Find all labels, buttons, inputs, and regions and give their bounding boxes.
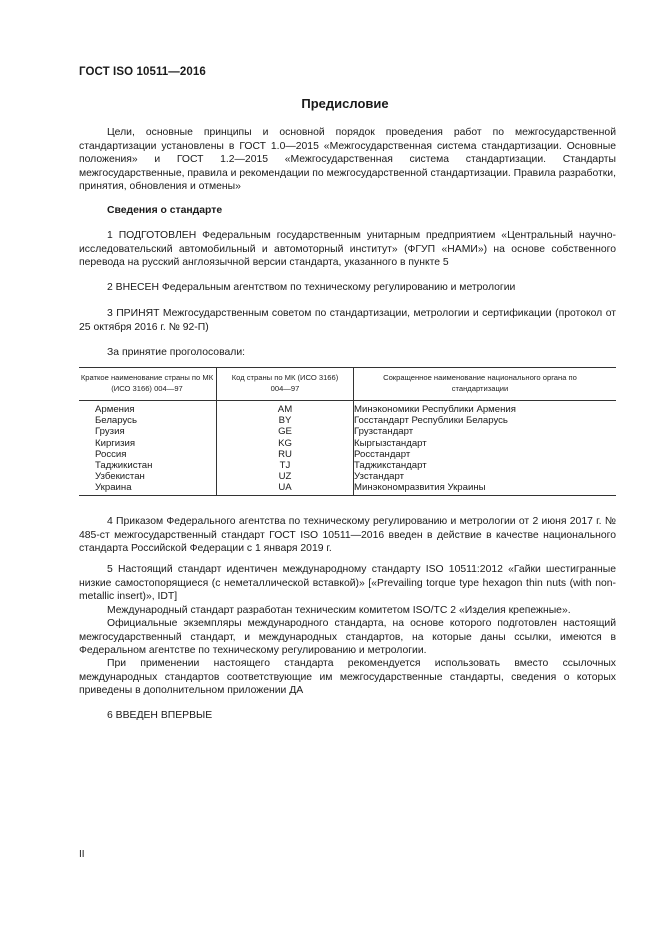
item-5-application: При применении настоящего стандарта рекомендуется использовать вместо ссылочных международных стандартов соответствующие им межгосударственные стандарты, сведения о которых приведены в дополнительном приложении ДА	[79, 658, 616, 697]
item-2-paragraph: 2 ВНЕСЕН Федеральным агентством по техническому регулированию и метрологии	[107, 282, 516, 293]
cell-country: Армения	[95, 404, 135, 415]
cell-country: Грузия	[95, 426, 125, 438]
cell-code: GE	[278, 426, 292, 438]
section-heading: Сведения о стандарте	[107, 205, 223, 216]
table-row	[79, 449, 616, 460]
header-body: Сокращенное наименование национального органа по стандартизации	[383, 373, 577, 393]
cell-code: UA	[278, 482, 292, 494]
document-header: ГОСТ ISO 10511—2016	[79, 66, 206, 78]
item-4-paragraph: 4 Приказом Федерального агентства по техническому регулированию и метрологии от 2 июня 2017 г. № 485-ст межгосударственный стандарт ГОСТ ISO 10511—2016 введен в действие в качестве национального стандарта Российской Федерации с 1 января 2019 г.	[79, 516, 616, 555]
cell-body: Росстандарт	[354, 448, 411, 460]
cell-body: Минэкономики Республики Армения	[354, 404, 516, 415]
table-row	[79, 415, 616, 426]
item-1-paragraph: 1 ПОДГОТОВЛЕН Федеральным государственным унитарным предприятием «Центральный научно-исследовательский автомобильный и автомоторный институт» (ФГУП «НАМИ») на основе собственного перевода на русский англоязычной версии стандарта, указанного в пункте 5	[79, 230, 616, 269]
voting-table	[79, 367, 616, 496]
cell-body: Грузстандарт	[354, 426, 414, 438]
table-row	[79, 471, 616, 482]
voted-label: За принятие проголосовали:	[107, 347, 246, 358]
cell-code: AM	[277, 404, 293, 415]
item-5-committee: Международный стандарт разработан техническим комитетом ISO/TC 2 «Изделия крепежные».	[107, 605, 571, 616]
item-3-paragraph: 3 ПРИНЯТ Межгосударственным советом по стандартизации, метрологии и сертификации (протокол от 25 октября 2016 г. № 92-П)	[79, 308, 616, 333]
cell-body: Таджикстандарт	[354, 460, 427, 471]
cell-code: RU	[278, 448, 292, 460]
cell-country: Россия	[95, 448, 127, 460]
table-row	[79, 426, 616, 437]
cell-code: BY	[278, 415, 292, 427]
item-6-paragraph: 6 ВВЕДЕН ВПЕРВЫЕ	[107, 710, 213, 721]
cell-code: TJ	[279, 460, 291, 471]
cell-body: Госстандарт Республики Беларусь	[354, 415, 508, 427]
table-row	[79, 482, 616, 493]
cell-country: Украина	[95, 482, 132, 494]
header-code: Код страны по МК (ИСО 3166) 004—97	[231, 373, 339, 393]
page-title: Предисловие	[301, 96, 389, 111]
cell-body: Кыргызстандарт	[354, 437, 427, 449]
cell-country: Беларусь	[95, 415, 137, 427]
cell-country: Киргизия	[95, 437, 136, 449]
table-row	[79, 438, 616, 449]
cell-code: KG	[278, 437, 292, 449]
cell-country: Узбекистан	[95, 471, 145, 483]
table-row	[79, 460, 616, 471]
table-header	[79, 368, 616, 401]
item-5-paragraph: 5 Настоящий стандарт идентичен международному стандарту ISO 10511:2012 «Гайки шестигранные низкие самостопорящиеся (с неметаллической вставкой)» [«Prevailing torque type hexagon thin nuts (with non-metallic insert)», IDT]	[79, 564, 616, 603]
cell-body: Минэкономразвития Украины	[354, 482, 486, 494]
cell-code: UZ	[278, 471, 292, 483]
cell-country: Таджикистан	[95, 460, 153, 471]
item-5-official-copies: Официальные экземпляры международного стандарта, на основе которого подготовлен настоящий межгосударственный стандарт, и международных стандартов, на которые даны ссылки, имеются в Федеральном агентстве по техническому регулированию и метрологии.	[79, 618, 616, 657]
intro-paragraph: Цели, основные принципы и основной порядок проведения работ по межгосударственной стандартизации установлены в ГОСТ 1.0—2015 «Межгосударственная система стандартизации. Основные положения» и ГОСТ 1.2—2015 «Межгосударственная система стандартизации. Стандарты межгосударственные, правила и рекомендации по межгосударственной стандартизации. Правила разработки, принятия, обновления и отмены»	[79, 127, 616, 193]
table-row	[79, 404, 616, 415]
page-number: II	[79, 849, 85, 860]
header-country: Краткое наименование страны по МК (ИСО 3166) 004—97	[80, 373, 214, 393]
cell-body: Узстандарт	[354, 471, 405, 483]
